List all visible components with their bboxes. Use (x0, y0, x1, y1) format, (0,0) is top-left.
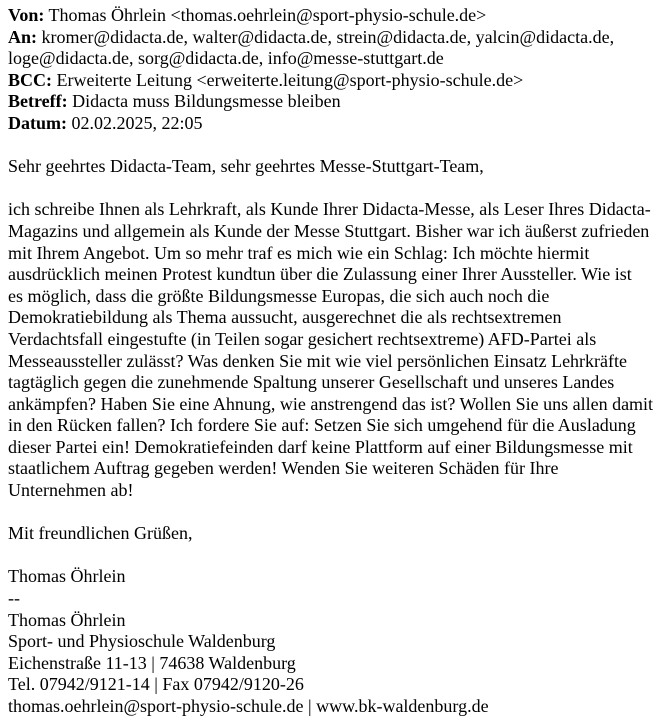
closing: Mit freundlichen Grüßen, (8, 523, 193, 544)
signature-line: Sport- und Physioschule Waldenburg (8, 631, 276, 652)
email-body (8, 199, 670, 501)
header-line (8, 91, 670, 113)
body-line: dieser Partei ein! Demokratiefeinden darf keine Plattform auf einer Bildungsmesse mit (8, 436, 633, 457)
signature-line: Eichenstraße 11-13 | 74638 Waldenburg (8, 652, 296, 673)
body-line: Messeaussteller zulässt? Was denken Sie mit wie viel persönlichen Einsatz Lehrkräfte (8, 350, 628, 371)
body-line: tagtäglich gegen die zunehmende Spaltung unserer Gesellschaft und unseres Landes (8, 372, 615, 393)
header-line (8, 113, 670, 135)
header-line (8, 5, 670, 27)
header-line (8, 70, 670, 92)
body-line: mit Ihrem Angebot. Um so mehr traf es mich wie ein Schlag: Ich möchte hiermit (8, 242, 590, 263)
body-line: Magazins und allgemein als Kunde der Messe Stuttgart. Bisher war ich äußerst zufrieden (8, 220, 650, 241)
header-line (8, 48, 670, 70)
header-value: Didacta muss Bildungsmesse bleiben (67, 91, 341, 112)
greeting: Sehr geehrtes Didacta-Team, sehr geehrtes Messe-Stuttgart-Team, (8, 156, 484, 177)
signoff-name: Thomas Öhrlein (8, 566, 126, 587)
header-value: loge@didacta.de, sorg@didacta.de, info@messe-stuttgart.de (8, 48, 444, 69)
header-value: kromer@didacta.de, walter@didacta.de, strein@didacta.de, yalcin@didacta.de, (37, 26, 615, 47)
body-line: ich schreibe Ihnen als Lehrkraft, als Kunde Ihrer Didacta-Messe, als Leser Ihres Didacta- (8, 199, 651, 220)
header-value: Thomas Öhrlein <thomas.oehrlein@sport-physio-schule.de> (44, 5, 487, 25)
signature-delimiter: -- (8, 588, 20, 609)
body-line: Unternehmen ab! (8, 480, 134, 501)
header-label: An: (8, 26, 38, 47)
signature-line: Thomas Öhrlein (8, 609, 126, 630)
body-line: Demokratiebildung als Thema aussucht, ausgerechnet die als rechtsextremen (8, 307, 562, 328)
header-label: Datum: (8, 112, 67, 133)
header-label: Von: (8, 5, 45, 25)
body-line: es möglich, dass die größte Bildungsmesse Europas, die sich auch noch die (8, 285, 550, 306)
signature-block (8, 610, 670, 718)
body-line: ankämpfen? Haben Sie eine Ahnung, wie anstrengend das ist? Wollen Sie uns allen damit (8, 393, 654, 414)
header-value: 02.02.2025, 22:05 (67, 112, 203, 133)
body-line: staatlichem Auftrag gegeben werden! Wenden Sie weiteren Schäden für Ihre (8, 458, 559, 479)
signature-line: thomas.oehrlein@sport-physio-schule.de | www.bk-waldenburg.de (8, 696, 489, 716)
body-line: Verdachtsfall eingestufte (in Teilen sogar gesichert rechtsextreme) AFD-Partei als (8, 328, 597, 349)
body-line: ausdrücklich meinen Protest kundtun über die Zulassung einer Ihrer Aussteller. Wie ist (8, 264, 632, 285)
header-value: Erweiterte Leitung <erweiterte.leitung@sport-physio-schule.de> (52, 69, 524, 90)
header-label: Betreff: (8, 91, 68, 112)
body-line: in den Rücken fallen? Ich fordere Sie auf: Setzen Sie sich umgehend für die Ausladung (8, 415, 636, 436)
email-headers (8, 5, 670, 135)
header-label: BCC: (8, 69, 52, 90)
signature-line: Tel. 07942/9121-14 | Fax 07942/9120-26 (8, 674, 304, 695)
header-line (8, 27, 670, 49)
